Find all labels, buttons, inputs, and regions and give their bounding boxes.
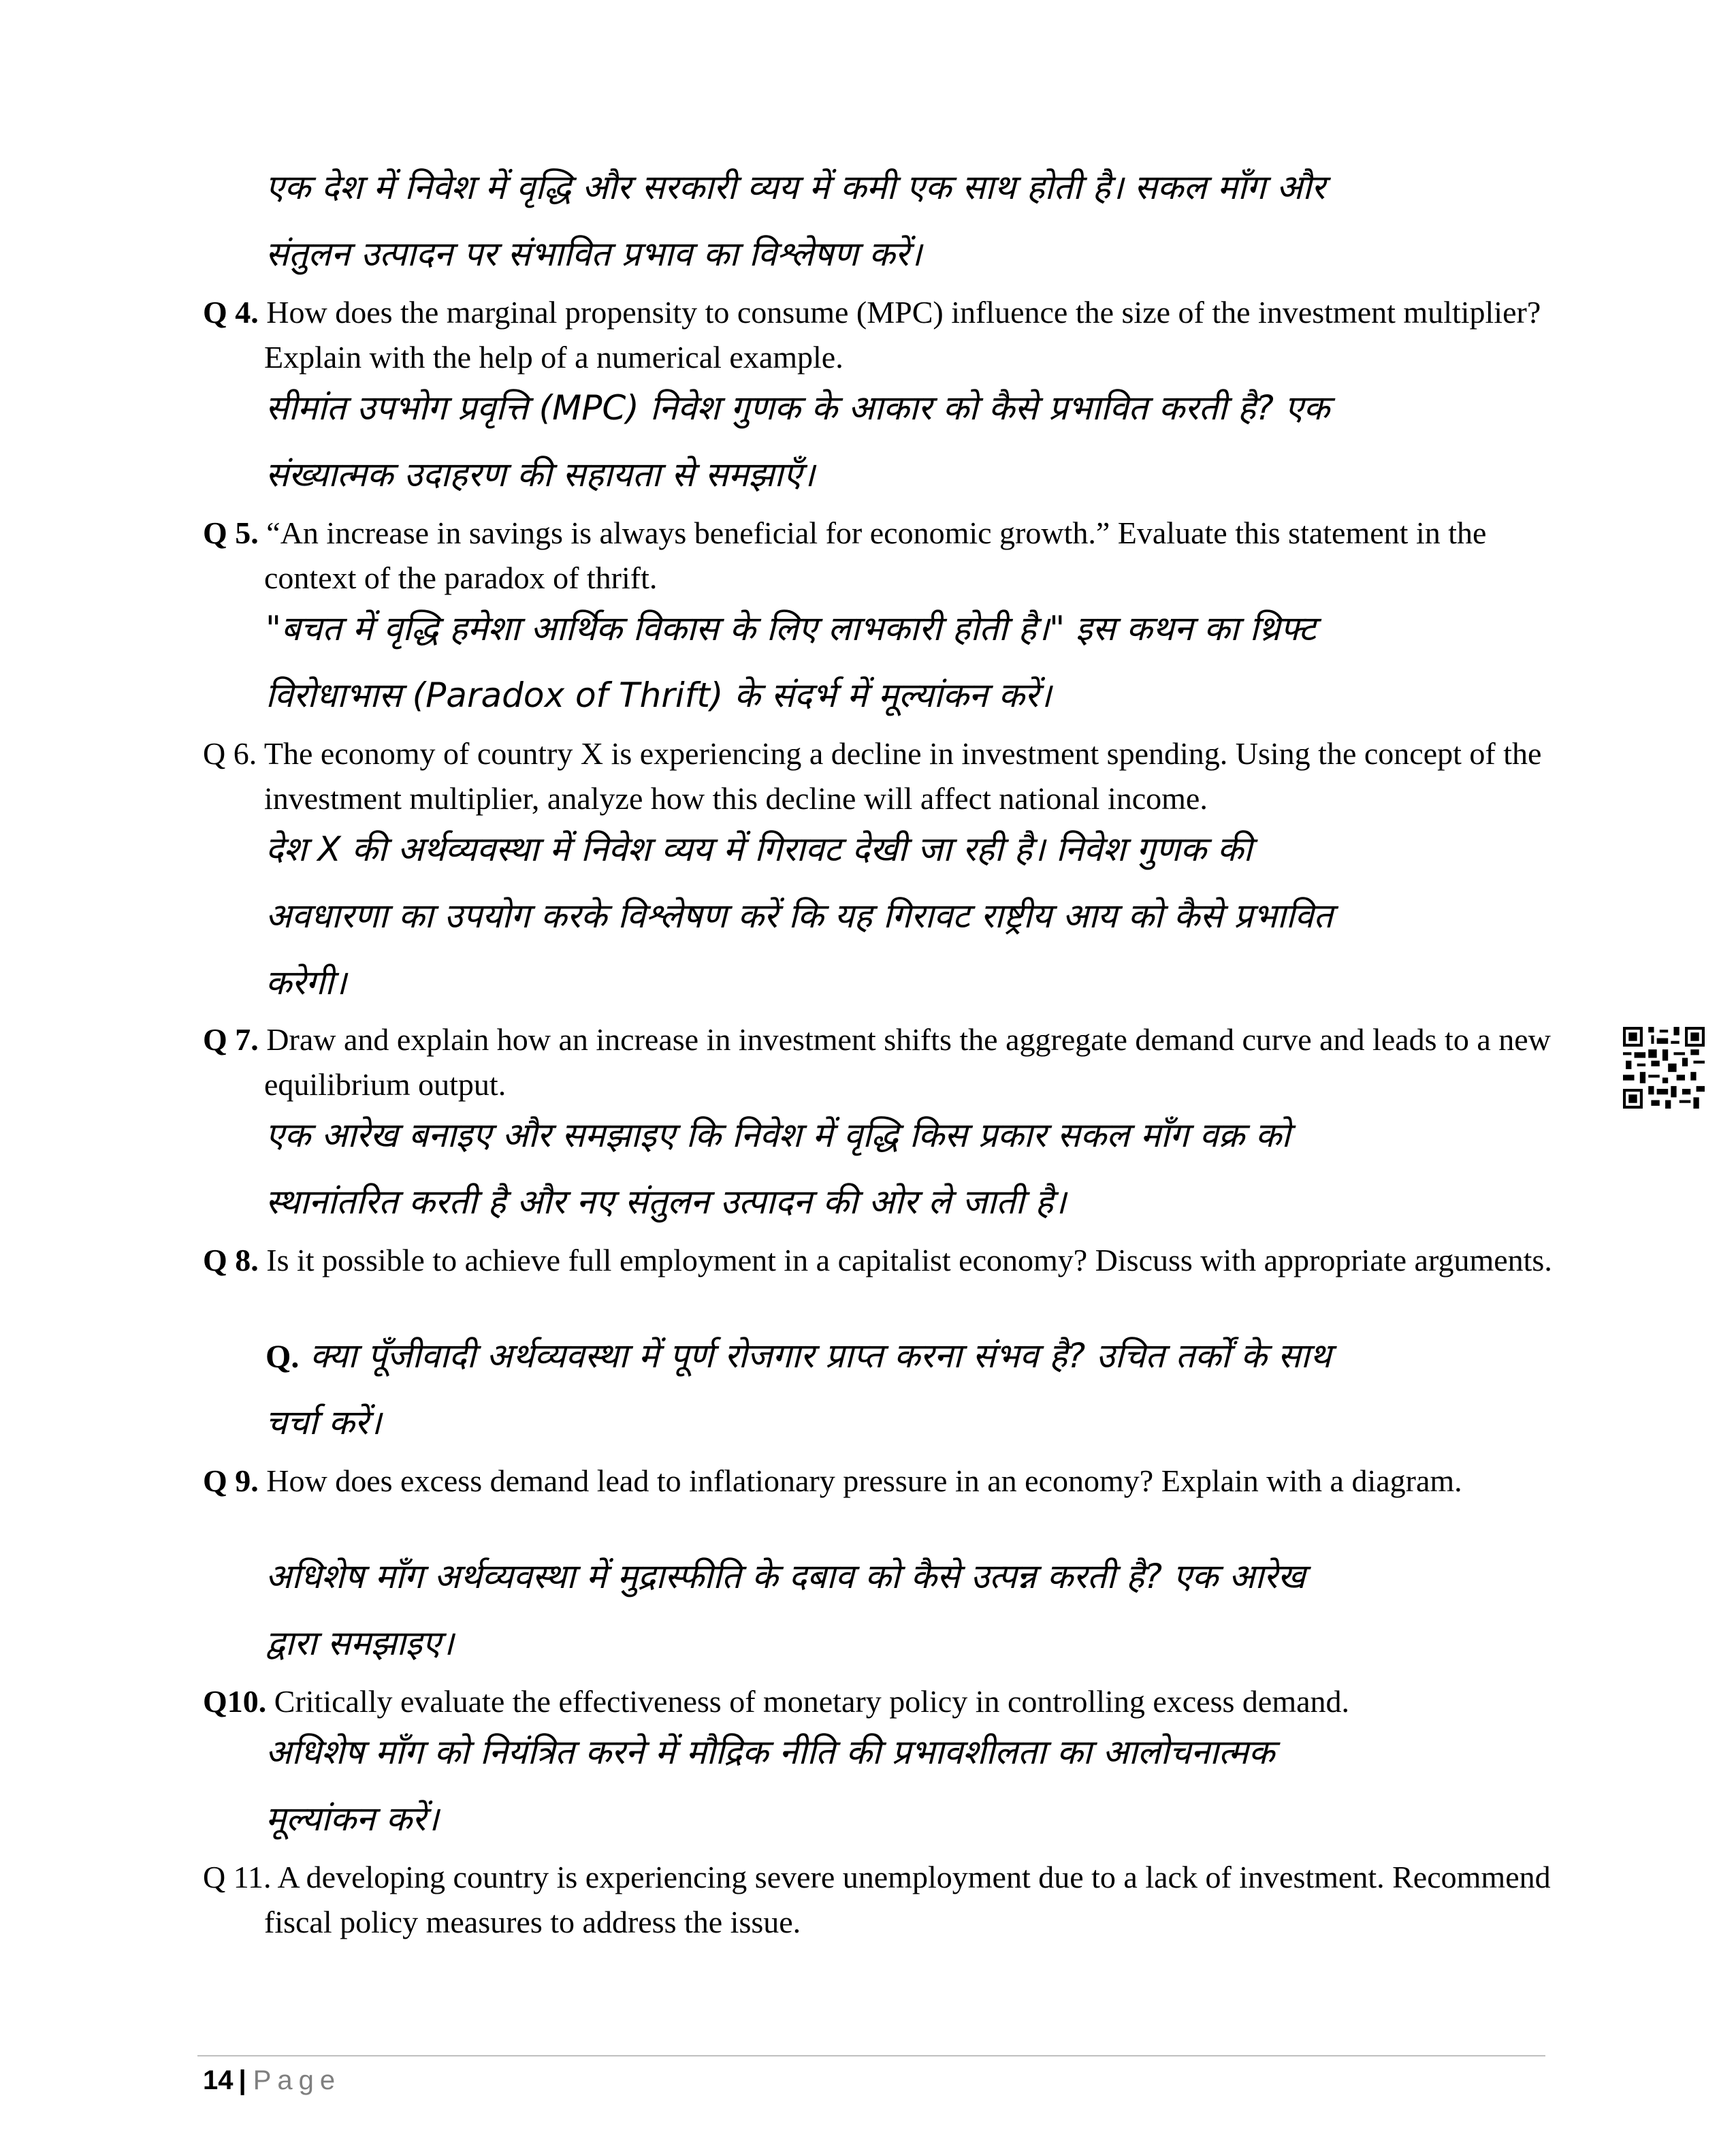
question-7-number: Q 7.	[203, 1022, 259, 1057]
question-9-hindi-line-2: द्वारा समझाइए।	[266, 1623, 454, 1663]
carry-hindi-line-2: संतुलन उत्पादन पर संभावित प्रभाव का विश्लेषण करें।	[266, 234, 922, 274]
question-6-hindi-line-3: करेगी।	[266, 963, 347, 1002]
page-label: Page	[253, 2065, 342, 2095]
question-6-hindi-line-1: देश X की अर्थव्यवस्था में निवेश व्यय में गिरावट देखी जा रही है। निवेश गुणक की	[266, 829, 1253, 869]
question-8-hindi-text: क्या पूँजीवादी अर्थव्यवस्था में पूर्ण रोजगार प्राप्त करना संभव है? उचित तर्कों के साथ	[299, 1336, 1332, 1376]
question-7-hindi-line-1: एक आरेख बनाइए और समझाइए कि निवेश में वृद्धि किस प्रकार सकल माँग वक्र को	[266, 1115, 1291, 1155]
question-10-hindi-line-1: अधिशेष माँग को नियंत्रित करने में मौद्रिक नीति की प्रभावशीलता का आलोचनात्मक	[266, 1732, 1275, 1772]
question-9-number: Q 9.	[203, 1463, 259, 1498]
question-6-text: The economy of country X is experiencing a decline in investment spending. Using the concept of the investment multiplier, analyze how this decline will affect national income.	[257, 736, 1542, 816]
question-5-number: Q 5.	[203, 515, 259, 550]
question-5-english	[203, 511, 1558, 601]
question-11-text: A developing country is experiencing severe unemployment due to a lack of investment. Recommend fiscal policy measures to address the issue.	[264, 1860, 1551, 1939]
question-5-hindi-line-2: विरोधाभास (Paradox of Thrift) के संदर्भ में मूल्यांकन करें।	[266, 676, 1052, 715]
question-8-hindi-line-2: चर्चा करें।	[266, 1403, 382, 1442]
question-9-english	[203, 1459, 1558, 1504]
question-5-hindi-line-1: "बचत में वृद्धि हमेशा आर्थिक विकास के लिए लाभकारी होती है।" इस कथन का थ्रिफ्ट	[266, 609, 1317, 648]
question-11-english	[203, 1855, 1558, 1945]
page-footer	[203, 2063, 341, 2097]
question-4-text: How does the marginal propensity to consume (MPC) influence the size of the investment multiplier? Explain with the help of a numerical example.	[258, 295, 1541, 375]
question-8-english	[203, 1238, 1558, 1283]
question-10-hindi-line-2: मूल्यांकन करें।	[266, 1799, 439, 1839]
footer-separator: |	[238, 2065, 246, 2095]
question-10-number: Q10.	[203, 1684, 267, 1719]
question-8-number: Q 8.	[203, 1243, 259, 1277]
question-6-number: Q 6.	[203, 736, 257, 771]
question-7-text: Draw and explain how an increase in investment shifts the aggregate demand curve and leads to a new equilibrium output.	[258, 1022, 1551, 1102]
question-5-text: “An increase in savings is always beneficial for economic growth.” Evaluate this statement in the context of the paradox of thrift.	[258, 515, 1487, 595]
carry-hindi-line-1: एक देश में निवेश में वृद्धि और सरकारी व्यय में कमी एक साथ होती है। सकल माँग और	[266, 168, 1325, 207]
question-11-number: Q 11.	[203, 1860, 272, 1894]
question-4-number: Q 4.	[203, 295, 259, 330]
qr-code-icon	[1623, 1027, 1705, 1109]
question-9-hindi-line-1: अधिशेष माँग अर्थव्यवस्था में मुद्रास्फीति के दबाव को कैसे उत्पन्न करती है? एक आरेख	[266, 1557, 1306, 1596]
question-4-hindi-line-1: सीमांत उपभोग प्रवृत्ति (MPC) निवेश गुणक के आकार को कैसे प्रभावित करती है? एक	[266, 388, 1330, 428]
question-10-english	[203, 1679, 1558, 1724]
question-4-english	[203, 290, 1558, 380]
question-7-english	[203, 1017, 1558, 1107]
question-8-hindi-prefix: Q.	[266, 1339, 300, 1375]
question-10-text: Critically evaluate the effectiveness of monetary policy in controlling excess demand.	[266, 1684, 1350, 1719]
question-8-hindi-line-1	[266, 1322, 1559, 1391]
question-4-hindi-line-2: संख्यात्मक उदाहरण की सहायता से समझाएँ।	[266, 455, 815, 494]
page-number: 14	[203, 2065, 234, 2095]
question-7-hindi-line-2: स्थानांतरित करती है और नए संतुलन उत्पादन की ओर ले जाती है।	[266, 1182, 1066, 1222]
question-9-text: How does excess demand lead to inflationary pressure in an economy? Explain with a diagram.	[258, 1463, 1462, 1498]
question-8-text: Is it possible to achieve full employment in a capitalist economy? Discuss with appropriate arguments.	[258, 1243, 1552, 1277]
question-6-hindi-line-2: अवधारणा का उपयोग करके विश्लेषण करें कि यह गिरावट राष्ट्रीय आय को कैसे प्रभावित	[266, 896, 1333, 936]
footer-divider	[197, 2055, 1545, 2056]
question-6-english	[203, 731, 1558, 821]
